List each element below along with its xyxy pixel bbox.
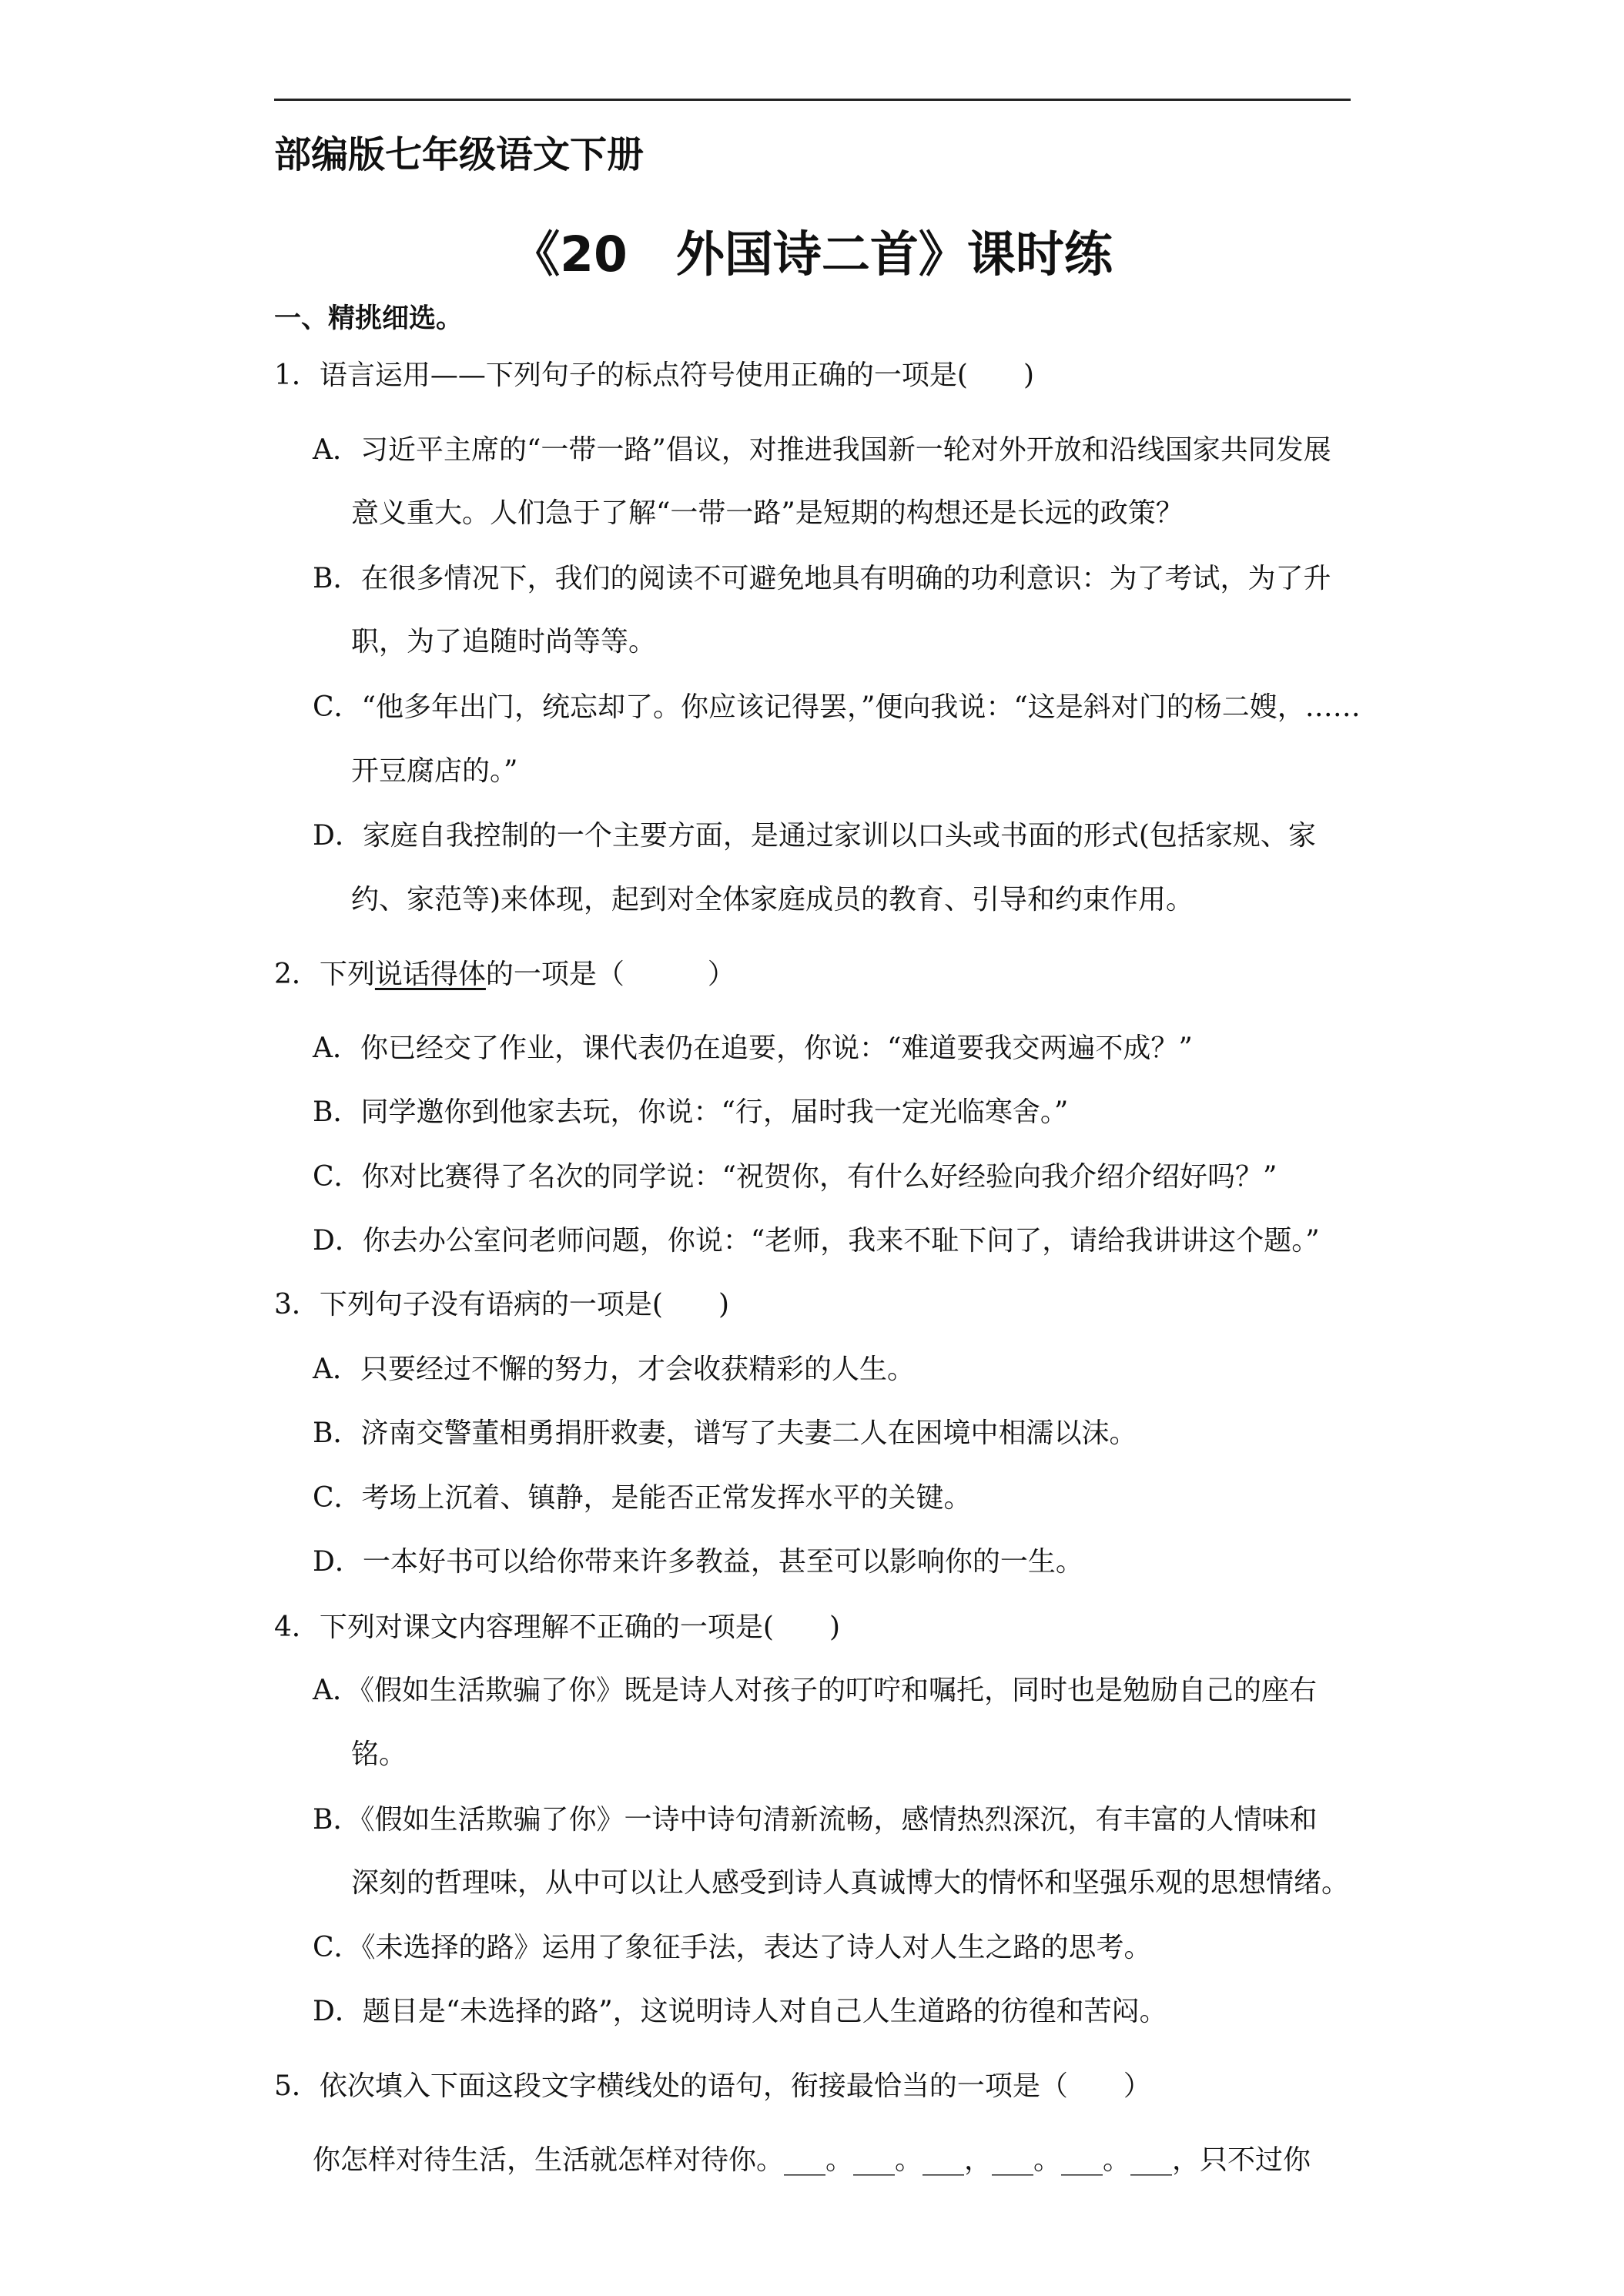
- q2-option-b: B．同学邀你到他家去玩，你说：“行，届时我一定光临寒舍。”: [313, 1096, 1069, 1128]
- q3-option-b: B．济南交警董相勇捐肝救妻，谱写了夫妻二人在困境中相濡以沫。: [313, 1417, 1137, 1449]
- section-heading: 一、精挑细选。: [274, 303, 464, 334]
- q5-stem: 5．依次填入下面这段文字横线处的语句，衔接最恰当的一项是（ ）: [274, 2070, 1151, 2102]
- q4-option-a-line1: A．《假如生活欺骗了你》既是诗人对孩子的叮咛和嘱托，同时也是勉励自己的座右: [313, 1675, 1317, 1706]
- q3-option-c: C．考场上沉着、镇静，是能否正常发挥水平的关键。: [313, 1482, 972, 1514]
- q1-option-d-line2: 约、家范等)来体现，起到对全体家庭成员的教育、引导和约束作用。: [351, 884, 1194, 915]
- q2-option-c: C．你对比赛得了名次的同学说：“祝贺你，有什么好经验向我介绍介绍好吗？”: [313, 1161, 1277, 1193]
- q1-option-a-line1: A．习近平主席的“一带一路”倡议，对推进我国新一轮对外开放和沿线国家共同发展: [313, 434, 1331, 466]
- q1-option-b-line2: 职，为了追随时尚等等。: [351, 626, 657, 658]
- q3-stem: 3．下列句子没有语病的一项是( ): [274, 1289, 729, 1320]
- q3-option-a: A．只要经过不懈的努力，才会收获精彩的人生。: [313, 1354, 915, 1385]
- q2-option-d: D．你去办公室问老师问题，你说：“老师，我来不耻下问了，请给我讲讲这个题。”: [313, 1225, 1320, 1257]
- q1-option-a-line2: 意义重大。人们急于了解“一带一路”是短期的构想还是长远的政策？: [351, 497, 1184, 529]
- q3-option-d: D．一本好书可以给你带来许多教益，甚至可以影响你的一生。: [313, 1546, 1083, 1578]
- header-rule: [274, 99, 1351, 101]
- q2-stem: [274, 958, 735, 992]
- q4-option-d: D．题目是“未选择的路”，这说明诗人对自己人生道路的彷徨和苦闷。: [313, 1996, 1167, 2027]
- q4-option-b-line1: B．《假如生活欺骗了你》一诗中诗句清新流畅，感情热烈深沉，有丰富的人情味和: [313, 1804, 1318, 1836]
- q4-option-a-line2: 铭。: [351, 1739, 407, 1770]
- q4-stem: 4．下列对课文内容理解不正确的一项是( ): [274, 1612, 840, 1643]
- q1-option-c-line2: 开豆腐店的。”: [351, 755, 518, 787]
- q4-option-c: C．《未选择的路》运用了象征手法，表达了诗人对人生之路的思考。: [313, 1932, 1152, 1963]
- q1-option-d-line1: D．家庭自我控制的一个主要方面，是通过家训以口头或书面的形式(包括家规、家: [313, 820, 1316, 852]
- q5-passage: 你怎样对待生活，生活就怎样对待你。___。___。___，___。___。___，只不过你: [313, 2144, 1311, 2176]
- q2-stem-underlined: 说话得体: [374, 959, 486, 990]
- page-title: 《20 外国诗二首》课时练: [511, 226, 1113, 283]
- q1-option-c-line1: C．“他多年出门，统忘却了。你应该记得罢，”便向我说：“这是斜对门的杨二嫂，……: [313, 691, 1361, 723]
- q1-stem: 1．语言运用——下列句子的标点符号使用正确的一项是( ): [274, 360, 1034, 391]
- q1-option-b-line1: B．在很多情况下，我们的阅读不可避免地具有明确的功利意识：为了考试，为了升: [313, 563, 1331, 594]
- q2-stem-pre: 2．下列: [274, 959, 375, 990]
- q2-stem-post: 的一项是（ ）: [485, 959, 735, 990]
- q4-option-b-line2: 深刻的哲理味，从中可以让人感受到诗人真诚博大的情怀和坚强乐观的思想情绪。: [351, 1867, 1350, 1899]
- q2-option-a: A．你已经交了作业，课代表仍在追要，你说：“难道要我交两遍不成？”: [313, 1033, 1193, 1064]
- document-header: 部编版七年级语文下册: [274, 133, 645, 176]
